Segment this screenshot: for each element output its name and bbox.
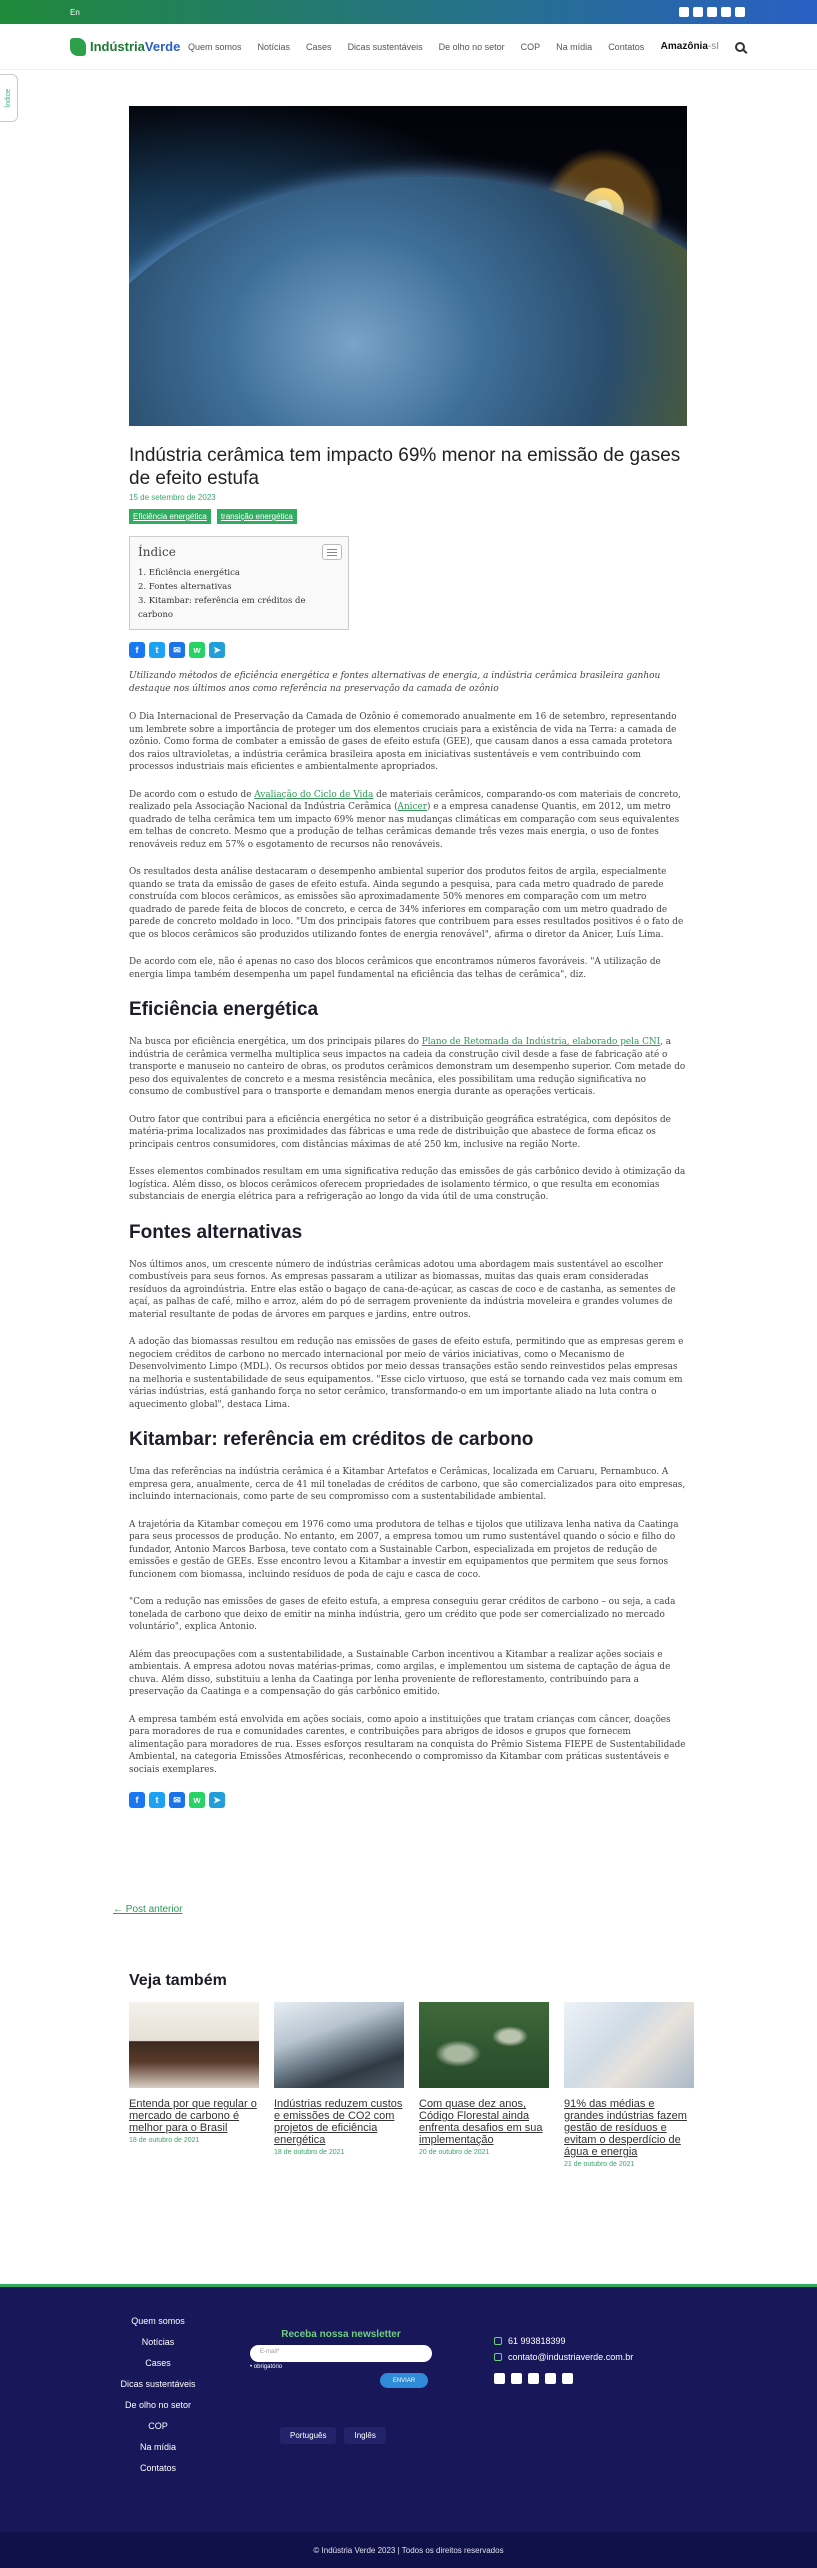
telegram-share-icon[interactable]: ➤ [209, 1792, 225, 1808]
article-title: Indústria cerâmica tem impacto 69% menor na emissão de gases de efeito estufa [129, 445, 681, 489]
article-lead: Utilizando métodos de eficiência energética e fontes alternativas de energia, a indústria cerâmica brasileira ganhou destaque nos últimos anos como referência na preservação da camada de ozônio [129, 671, 661, 694]
footer-nav-item[interactable]: Na mídia [139, 2442, 176, 2452]
footer-phone[interactable]: 61 993818399 [508, 2336, 566, 2346]
lang-portugues-button[interactable]: Português [280, 2427, 336, 2444]
toc-item[interactable]: 3. Kitambar: referência em créditos de carbono [138, 596, 306, 620]
table-of-contents [129, 536, 349, 630]
email-share-icon[interactable]: ✉ [169, 1792, 185, 1808]
main-nav [188, 42, 661, 52]
lang-ingles-button[interactable]: Inglês [344, 2427, 385, 2444]
tag-eficiencia[interactable]: Eficiência energética [129, 509, 211, 524]
twitter-icon[interactable] [494, 2373, 505, 2384]
newsletter-submit-button[interactable]: ENVIAR [380, 2373, 428, 2388]
card-thumbnail[interactable] [129, 2002, 259, 2088]
article-date: 15 de setembro de 2023 [129, 493, 216, 502]
toc-toggle-icon[interactable] [322, 544, 342, 560]
facebook-share-icon[interactable]: f [129, 642, 145, 658]
toc-item[interactable]: 2. Fontes alternativas [138, 582, 232, 592]
paragraph: De acordo com o estudo de Avaliação do Ciclo de Vida de materiais cerâmicos, comparando-os com materiais de concreto, realizado pela Associação Nacional da Indústria Cerâmica (Anicer) e a empresa canadense Quantis, em 2012, um metro quadrado de telha cerâmica tem um impacto 69% menor nas mudanças climáticas em comparação com seus equivalentes em telhas de concreto. Mesmo que a produção de telhas cerâmicas demande três vezes mais energia, o uso de fontes renováveis reduz em 57% o esgotamento de recursos não renováveis. [129, 789, 681, 850]
footer-nav-item[interactable]: COP [148, 2421, 168, 2431]
twitter-icon[interactable] [693, 7, 703, 17]
nav-item-cases[interactable]: Cases [306, 41, 332, 52]
paragraph: De acordo com ele, não é apenas no caso dos blocos cerâmicos que encontramos números favoráveis. "A utilização de energia limpa também desempenha um papel fundamental na eficiência das telhas de cerâmica", diz. [129, 957, 661, 980]
site-logo[interactable] [70, 38, 188, 56]
footer-nav-item[interactable]: Cases [145, 2358, 171, 2368]
card-thumbnail[interactable] [274, 2002, 404, 2088]
facebook-share-icon[interactable]: f [129, 1792, 145, 1808]
hero-image [129, 106, 687, 426]
link-plano-retomada[interactable]: Plano de Retomada da Indústria, elaborado pela CNI [421, 1037, 661, 1047]
footer-nav-item[interactable]: Contatos [139, 2463, 177, 2473]
toc-title: Índice [138, 545, 176, 559]
whatsapp-share-icon[interactable]: w [189, 1792, 205, 1808]
youtube-icon[interactable] [562, 2373, 573, 2384]
footer-nav-item[interactable]: Quem somos [131, 2316, 185, 2326]
card-thumbnail[interactable] [564, 2002, 694, 2088]
related-card[interactable] [274, 2002, 404, 2168]
youtube-icon[interactable] [735, 7, 745, 17]
instagram-icon[interactable] [511, 2373, 522, 2384]
search-icon[interactable] [735, 42, 745, 52]
footer-nav-item[interactable]: Dicas sustentáveis [120, 2379, 196, 2389]
instagram-icon[interactable] [679, 7, 689, 17]
mail-icon [494, 2353, 502, 2361]
nav-item-cop[interactable]: COP [520, 41, 541, 52]
previous-post-link[interactable]: ← Post anterior [113, 1904, 183, 1915]
card-thumbnail[interactable] [419, 2002, 549, 2088]
telegram-share-icon[interactable]: ➤ [209, 642, 225, 658]
nav-item-noticias[interactable]: Notícias [257, 41, 291, 52]
nav-item-dicas[interactable]: Dicas sustentáveis [347, 41, 423, 52]
toc-item[interactable]: 1. Eficiência energética [138, 568, 240, 578]
link-anicer[interactable]: Anicer [397, 802, 427, 812]
newsletter-form [250, 2329, 432, 2388]
top-bar [0, 0, 817, 24]
leaf-logo-icon [70, 38, 86, 56]
card-date: 21 de outubro de 2021 [564, 2161, 635, 2168]
card-title[interactable]: Entenda por que regular o mercado de carbono é melhor para o Brasil [129, 2098, 257, 2134]
nav-item-quem-somos[interactable]: Quem somos [188, 41, 242, 52]
card-title[interactable]: Com quase dez anos, Código Florestal ainda enfrenta desafios em sua implementação [419, 2098, 543, 2146]
newsletter-title: Receba nossa newsletter [281, 2329, 401, 2340]
card-date: 20 de outubro de 2021 [419, 2149, 490, 2156]
amazonia-link[interactable]: Amazônia-sI [660, 41, 719, 52]
tag-transicao[interactable]: transição energética [217, 509, 297, 524]
share-bar [129, 642, 687, 658]
email-share-icon[interactable]: ✉ [169, 642, 185, 658]
site-footer [0, 2284, 817, 2532]
newsletter-email-input[interactable]: E-mail* [250, 2345, 432, 2362]
paragraph: Nos últimos anos, um crescente número de indústrias cerâmicas adotou uma abordagem mais sustentável ao escolher combustíveis para seus fornos. As empresas passaram a utilizar as biomassas, muitas das quais eram consideradas resíduos da agroindústria. Entre elas estão o bagaço de cana-de-açúcar, as cascas de coco e de castanha, as sementes de açaí, as palhas de café, milho e arroz, além do pó de serragem proveniente da indústria moveleira e grandes volumes de material resultante de podas de árvores em parques e jardins, entre outros. [129, 1259, 676, 1320]
whatsapp-icon [494, 2337, 502, 2345]
whatsapp-share-icon[interactable]: w [189, 642, 205, 658]
section-heading: Kitambar: referência em créditos de carbono [129, 1429, 534, 1450]
card-date: 18 de outubro de 2021 [129, 2137, 200, 2144]
paragraph: Os resultados desta análise destacaram o desempenho ambiental superior dos produtos feitos de argila, especialmente quando se trata da emissão de gases de efeito estufa. Ainda segundo a pesquisa, para cada metro quadrado de parede construída com blocos cerâmicos, as emissões são aproximadamente 50% menores em comparação com um metro quadrado de parede feita de blocos de concreto, e cerca de 34% inferiores em comparação com um metro quadrado de parede de concreto moldado in loco. "Um dos principais fatores que contribuem para esses resultados positivos é o fato de que os blocos cerâmicos são produzidos utilizando fontes de energia renovável", afirma o diretor da Anicer, Luís Lima. [129, 867, 684, 940]
paragraph: A adoção das biomassas resultou em redução nas emissões de gases de efeito estufa, permitindo que as empresas gerem e negociem créditos de carbono no mercado internacional por meio de vários iniciativas, como o Mecanismo de Desenvolvimento Limpo (MDL). Os recursos obtidos por meio dessas transações estão sendo reinvestidos pelas empresas na melhoria e sustentabilidade de seus equipamentos. "Esse ciclo virtuoso, que está se tornando cada vez mais comum em várias indústrias, está ganhando força no setor cerâmico, transformando-o em um importante aliado na luta contra o aquecimento global", destaca Lima. [129, 1337, 684, 1410]
card-date: 18 de outubro de 2021 [274, 2149, 345, 2156]
footer-nav-item[interactable]: Notícias [141, 2337, 175, 2347]
twitter-share-icon[interactable]: t [149, 642, 165, 658]
site-header [0, 24, 817, 108]
copyright: © Indústria Verde 2023 | Todos os direitos reservados [0, 2532, 817, 2568]
facebook-icon[interactable] [528, 2373, 539, 2384]
nav-item-na-midia[interactable]: Na mídia [556, 41, 593, 52]
language-switch[interactable]: En [70, 7, 80, 17]
see-also-title: Veja também [129, 1972, 227, 1989]
paragraph: Esses elementos combinados resultam em uma significativa redução das emissões de gás carbônico devido à otimização da logística. Além disso, os blocos cerâmicos oferecem propriedades de isolamento térmico, o que resulta em economias substanciais de energia elétrica para a refrigeração ao longo da vida útil de uma construção. [129, 1167, 686, 1202]
paragraph: Outro fator que contribui para a eficiência energética no setor é a distribuição geográfica estratégica, com depósitos de matéria-prima localizados nas proximidades das fábricas e uma rede de distribuição que abastece de forma eficaz os principais centros consumidores, com distâncias máximas de até 250 km, inclusive na região Norte. [129, 1114, 671, 1150]
toc-side-tab[interactable]: Índice [0, 74, 18, 122]
card-title[interactable]: 91% das médias e grandes indústrias fazem gestão de resíduos e evitam o desperdício de água e energia [564, 2098, 687, 2158]
footer-nav [118, 2311, 198, 2479]
paragraph: Além das preocupações com a sustentabilidade, a Sustainable Carbon incentivou a Kitambar a realizar ações sociais e ambientais. A empresa adotou novas matérias-primas, como argilas, e implementou um sistema de captação de água de chuva. Além disso, substituiu a lenha da Caatinga por lenha proveniente de reflorestamento, contribuindo para a preservação da Caatinga e a compensação do gás carbônico emitido. [129, 1649, 671, 1697]
linkedin-icon[interactable] [545, 2373, 556, 2384]
card-title[interactable]: Indústrias reduzem custos e emissões de CO2 com projetos de eficiência energética [274, 2098, 403, 2146]
related-card[interactable] [419, 2002, 549, 2168]
twitter-share-icon[interactable]: t [149, 1792, 165, 1808]
paragraph: Na busca por eficiência energética, um dos principais pilares do Plano de Retomada da Indústria, elaborado pela CNI, a indústria de cerâmica vermelha multiplica seus impactos na cadeia da construção civil desde a fase de fabricação até o transporte e manuseio no canteiro de obras, os produtos cerâmicos demonstram um desempenho superior. Com metade do peso dos equivalentes de concreto e a mesma resistência mecânica, eles possibilitam uma redução significativa no consumo de combustível para o transporte e demandam menos energia durante as operações verticais. [129, 1037, 686, 1097]
logo-text: IndústriaVerde [90, 39, 181, 54]
facebook-icon[interactable] [707, 7, 717, 17]
paragraph: O Dia Internacional de Preservação da Camada de Ozônio é comemorado anualmente em 16 de setembro, representando um lembrete sobre a importância de proteger um dos elementos cruciais para a existência de vida na Terra: a camada de ozônio. Como forma de combater a emissão de gases de efeito estufa (GEE), que causam danos a essa camada protetora dos raios ultravioletas, a indústria cerâmica brasileira aposta em iniciativas sustentáveis e vem contribuindo com processos industriais mais eficientes e ambientalmente apropriados. [129, 712, 677, 772]
paragraph: Uma das referências na indústria cerâmica é a Kitambar Artefatos e Cerâmicas, localizada em Caruaru, Pernambuco. A empresa gera, anualmente, cerca de 41 mil toneladas de créditos de carbono, que são comercializados para oito empresas, incluindo internacionais, como parte de seu compromisso com a sustentabilidade ambiental. [129, 1467, 686, 1502]
top-social-links [679, 7, 745, 17]
article [129, 106, 687, 1808]
section-heading: Fontes alternativas [129, 1221, 303, 1243]
related-card[interactable] [564, 2002, 694, 2168]
link-avaliacao[interactable]: Avaliação do Ciclo de Vida [254, 789, 374, 800]
related-card[interactable] [129, 2002, 259, 2168]
paragraph: "Com a redução nas emissões de gases de efeito estufa, a empresa conseguiu gerar créditos de carbono – ou seja, a cada tonelada de carbono que deixo de emitir na minha indústria, gero um crédito que pode ser comercializado no mercado voluntário", explica Antonio. [129, 1597, 676, 1632]
required-note: • obrigatório [250, 2364, 283, 2370]
footer-email[interactable]: contato@industriaverde.com.br [508, 2352, 634, 2362]
see-also-section [129, 1972, 817, 2168]
footer-language-switch [280, 2427, 386, 2444]
paragraph: A trajetória da Kitambar começou em 1976 como uma produtora de telhas e tijolos que utilizava lenha nativa da Caatinga para seus processos de produção. No entanto, em 2007, a empresa tomou um rumo sustentável quando o sócio e filho do fundador, Antonio Marcos Barbosa, teve contato com a Sustainable Carbon, especializada em projetos de redução de emissões e gestão de GEEs. Esse encontro levou a Kitambar a investir em equipamentos que permitem que seus fornos funcionem com biomassa, incluindo resíduos de poda de caju e casca de coco. [129, 1519, 679, 1580]
linkedin-icon[interactable] [721, 7, 731, 17]
section-heading: Eficiência energética [129, 999, 319, 1020]
paragraph: A empresa também está envolvida em ações sociais, como apoio a instituições que tratam crianças com câncer, doações para moradores de rua e comunidades carentes, e contribuições para abrigos de idosos e grupos que fornecem alimentação para moradores de rua. Esses esforços resultaram na conquista do Prêmio Sistema FIEPE de Sustentabilidade Ambiental, na categoria Emissões Atmosféricas, reconhecendo o compromisso da Kitambar com práticas sustentáveis e sociais exemplares. [129, 1714, 686, 1775]
nav-item-de-olho[interactable]: De olho no setor [438, 41, 505, 52]
footer-social-links [494, 2373, 633, 2384]
nav-item-contatos[interactable]: Contatos [608, 41, 645, 52]
tag-list [129, 509, 687, 524]
footer-nav-item[interactable]: De olho no setor [124, 2400, 192, 2410]
share-bar [129, 1792, 687, 1808]
footer-contact [494, 2333, 633, 2384]
